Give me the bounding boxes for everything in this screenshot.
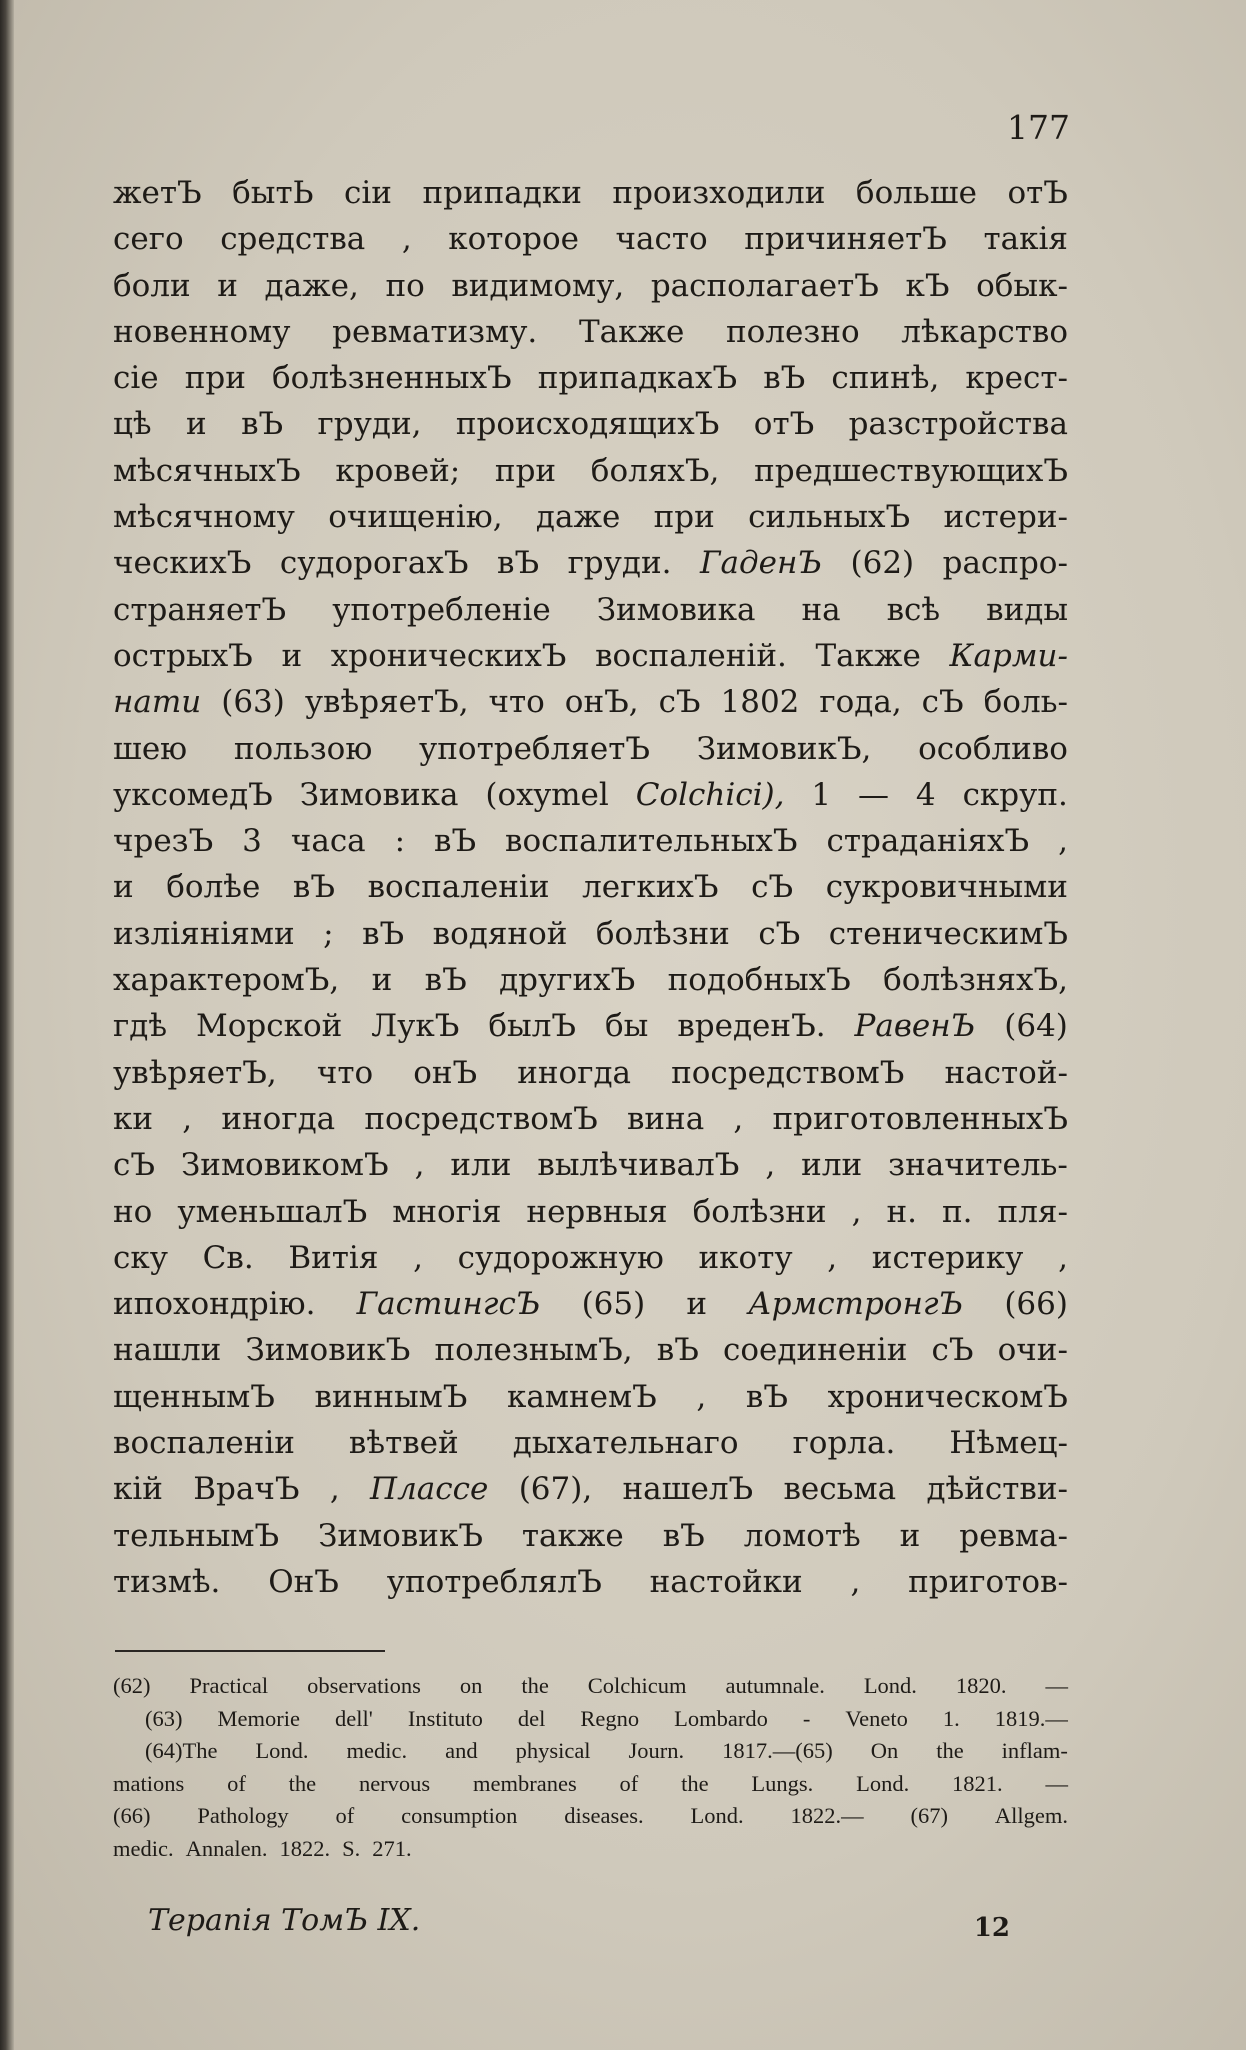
- text-line: шею пользою употребляетЪ ЗимовикЪ, особливо: [113, 730, 1068, 767]
- footnote-line: (66) Pathology of consumption diseases. Lond. 1822.— (67) Allgem.: [113, 1803, 1068, 1828]
- text-line: острыхЪ и хроническихЪ воспаленій. Также Карми-: [113, 637, 1068, 674]
- text-line: жетЪ бытЬ сіи припадки произходили больше отЪ: [113, 175, 1068, 211]
- text-line: щеннымЪ виннымЪ камнемЪ , вЪ хроническомЪ: [113, 1378, 1068, 1415]
- text-line: сЪ ЗимовикомЪ , или вылѣчивалЪ , или значитель-: [113, 1147, 1068, 1184]
- text-line: боли и даже, по видимому, располагаетЪ кЪ обык-: [113, 267, 1068, 304]
- text-line: нати (63) увѣряетЪ, что онЪ, сЪ 1802 года, сЪ боль-: [113, 684, 1068, 721]
- binding-edge: [0, 0, 14, 2050]
- text-line: страняетЪ употребленіе Зимовика на всѣ виды: [113, 591, 1068, 628]
- footnote-line: (63) Memorie dell' Instituto del Regno Lombardo - Veneto 1. 1819.—: [145, 1705, 1068, 1731]
- footnotes: [113, 1670, 1068, 1865]
- page-number: 177: [1007, 108, 1070, 147]
- text-line: чрезЪ 3 часа : вЪ воспалительныхЪ страданіяхЪ ,: [113, 823, 1068, 860]
- footnote-line: mations of the nervous membranes of the Lungs. Lond. 1821. —: [113, 1770, 1068, 1796]
- text-line: уксомедЪ Зимовика (oxymel Colchici), 1 — 4 скруп.: [113, 776, 1068, 813]
- text-line: ки , иногда посредствомЪ вина , приготовленныхЪ: [113, 1100, 1068, 1137]
- text-line: увѣряетЪ, что онЪ иногда посредствомЪ настой-: [113, 1054, 1068, 1091]
- sheet-number: 12: [973, 1913, 1010, 1943]
- text-line: тельнымЪ ЗимовикЪ также вЪ ломотѣ и ревма-: [113, 1517, 1068, 1554]
- text-line: цѣ и вЪ груди, происходящихЪ отЪ разстройства: [113, 406, 1068, 443]
- text-line: новенному ревматизму. Также полезно лѣкарство: [113, 313, 1068, 350]
- text-line: ску Св. Витія , судорожную икоту , истерику ,: [113, 1239, 1068, 1276]
- text-line: изліяніями ; вЪ водяной болѣзни сЪ стеническимЪ: [113, 915, 1068, 952]
- text-line: тизмѣ. ОнЪ употреблялЪ настойки , приготов-: [113, 1563, 1068, 1600]
- signature-mark: Терапія ТомЪ IX.: [148, 1903, 421, 1938]
- footnote-line: (62) Practical observations on the Colchicum autumnale. Lond. 1820. —: [113, 1673, 1068, 1698]
- text-line: мѣсячному очищенію, даже при сильныхЪ истери-: [113, 499, 1068, 536]
- text-line: воспаленіи вѣтвей дыхательнаго горла. Нѣмец-: [113, 1425, 1068, 1462]
- text-line: ческихЪ судорогахЪ вЪ груди. ГаденЪ (62) распро-: [113, 545, 1068, 582]
- text-line: но уменьшалЪ многія нервныя болѣзни , н. п. пля-: [113, 1193, 1068, 1230]
- text-line: гдѣ Морской ЛукЪ былЪ бы вреденЪ. РавенЪ (64): [113, 1008, 1068, 1045]
- text-line: нашли ЗимовикЪ полезнымЪ, вЪ соединеніи сЪ очи-: [113, 1332, 1068, 1369]
- text-line: сего средства , которое часто причиняетЪ такія: [113, 221, 1068, 258]
- text-line: мѣсячныхЪ кровей; при боляхЪ, предшествующихЪ: [113, 452, 1068, 489]
- text-line: и болѣе вЪ воспаленіи легкихЪ сЪ сукровичными: [113, 869, 1068, 906]
- footnote-line: medic. Annalen. 1822. S. 271.: [113, 1835, 412, 1861]
- text-line: кій ВрачЪ , Плассе (67), нашелЪ весьма дѣйстви-: [113, 1471, 1068, 1508]
- footnote-line: (64)The Lond. medic. and physical Journ. 1817.—(65) On the inflam-: [145, 1738, 1068, 1763]
- main-text: [113, 170, 1068, 1605]
- text-line: характеромЪ, и вЪ другихЪ подобныхЪ болѣзняхЪ,: [113, 962, 1068, 999]
- text-line: ипохондрію. ГастингсЪ (65) и АрмстронгЪ (66): [113, 1286, 1068, 1323]
- text-line: сіе при болѣзненныхЪ припадкахЪ вЪ спинѣ, крест-: [113, 360, 1068, 397]
- footnote-divider: [115, 1650, 385, 1652]
